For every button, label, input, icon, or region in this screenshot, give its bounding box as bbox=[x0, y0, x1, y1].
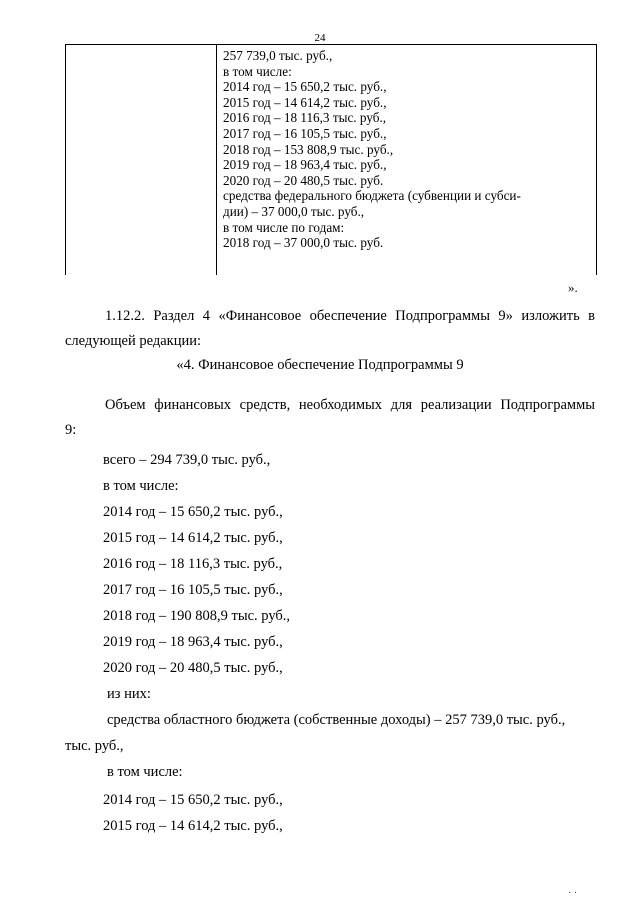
year-2016-line: 2016 год – 18 116,3 тыс. руб., bbox=[103, 556, 283, 572]
table-line: в том числе по годам: bbox=[223, 219, 345, 235]
year-2020-line: 2020 год – 20 480,5 тыс. руб., bbox=[103, 660, 283, 676]
of-them-line: из них: bbox=[107, 686, 151, 702]
regional-2015-line: 2015 год – 14 614,2 тыс. руб., bbox=[103, 818, 283, 834]
including-line-2: в том числе: bbox=[107, 764, 183, 780]
table-line: 2018 год – 153 808,9 тыс. руб., bbox=[223, 141, 394, 157]
regional-budget-continuation: тыс. руб., bbox=[65, 738, 124, 754]
scan-mark: · · bbox=[568, 888, 578, 899]
year-2019-line: 2019 год – 18 963,4 тыс. руб., bbox=[103, 634, 283, 650]
regional-2014-line: 2014 год – 15 650,2 тыс. руб., bbox=[103, 792, 283, 808]
regional-budget-line: средства областного бюджета (собственные доходы) – 257 739,0 тыс. руб., bbox=[107, 712, 566, 728]
year-2018-line: 2018 год – 190 808,9 тыс. руб., bbox=[103, 608, 291, 624]
including-line: в том числе: bbox=[103, 478, 179, 494]
total-line: всего – 294 739,0 тыс. руб., bbox=[103, 452, 271, 468]
financing-table bbox=[65, 44, 597, 275]
table-line: 2019 год – 18 963,4 тыс. руб., bbox=[223, 157, 387, 173]
table-line: в том числе: bbox=[223, 63, 292, 79]
table-line: средства федерального бюджета (субвенции и субси- bbox=[223, 188, 521, 204]
table-column-divider bbox=[216, 45, 217, 275]
closing-quote: ». bbox=[568, 280, 578, 295]
amendment-paragraph-line2: следующей редакции: bbox=[65, 333, 202, 349]
page-number: 24 bbox=[314, 32, 326, 44]
table-value-cell bbox=[223, 48, 590, 251]
table-line: дии) – 37 000,0 тыс. руб., bbox=[223, 203, 365, 219]
year-2015-line: 2015 год – 14 614,2 тыс. руб., bbox=[103, 530, 283, 546]
table-line: 2020 год – 20 480,5 тыс. руб. bbox=[223, 172, 384, 188]
table-line: 2018 год – 37 000,0 тыс. руб. bbox=[223, 235, 384, 251]
year-2017-line: 2017 год – 16 105,5 тыс. руб., bbox=[103, 582, 283, 598]
table-line: 2016 год – 18 116,3 тыс. руб., bbox=[223, 110, 387, 126]
table-line: 2014 год – 15 650,2 тыс. руб., bbox=[223, 79, 387, 95]
volume-paragraph-line1: Объем финансовых средств, необходимых для реализации Подпрограммы bbox=[105, 397, 595, 413]
volume-paragraph-line2: 9: bbox=[65, 422, 77, 438]
year-2014-line: 2014 год – 15 650,2 тыс. руб., bbox=[103, 504, 283, 520]
section-heading: «4. Финансовое обеспечение Подпрограммы 9 bbox=[176, 357, 464, 373]
table-line: 2015 год – 14 614,2 тыс. руб., bbox=[223, 94, 387, 110]
amendment-paragraph-line1: 1.12.2. Раздел 4 «Финансовое обеспечение Подпрограммы 9» изложить в bbox=[105, 308, 595, 324]
table-line: 2017 год – 16 105,5 тыс. руб., bbox=[223, 125, 387, 141]
table-line: 257 739,0 тыс. руб., bbox=[223, 48, 333, 63]
